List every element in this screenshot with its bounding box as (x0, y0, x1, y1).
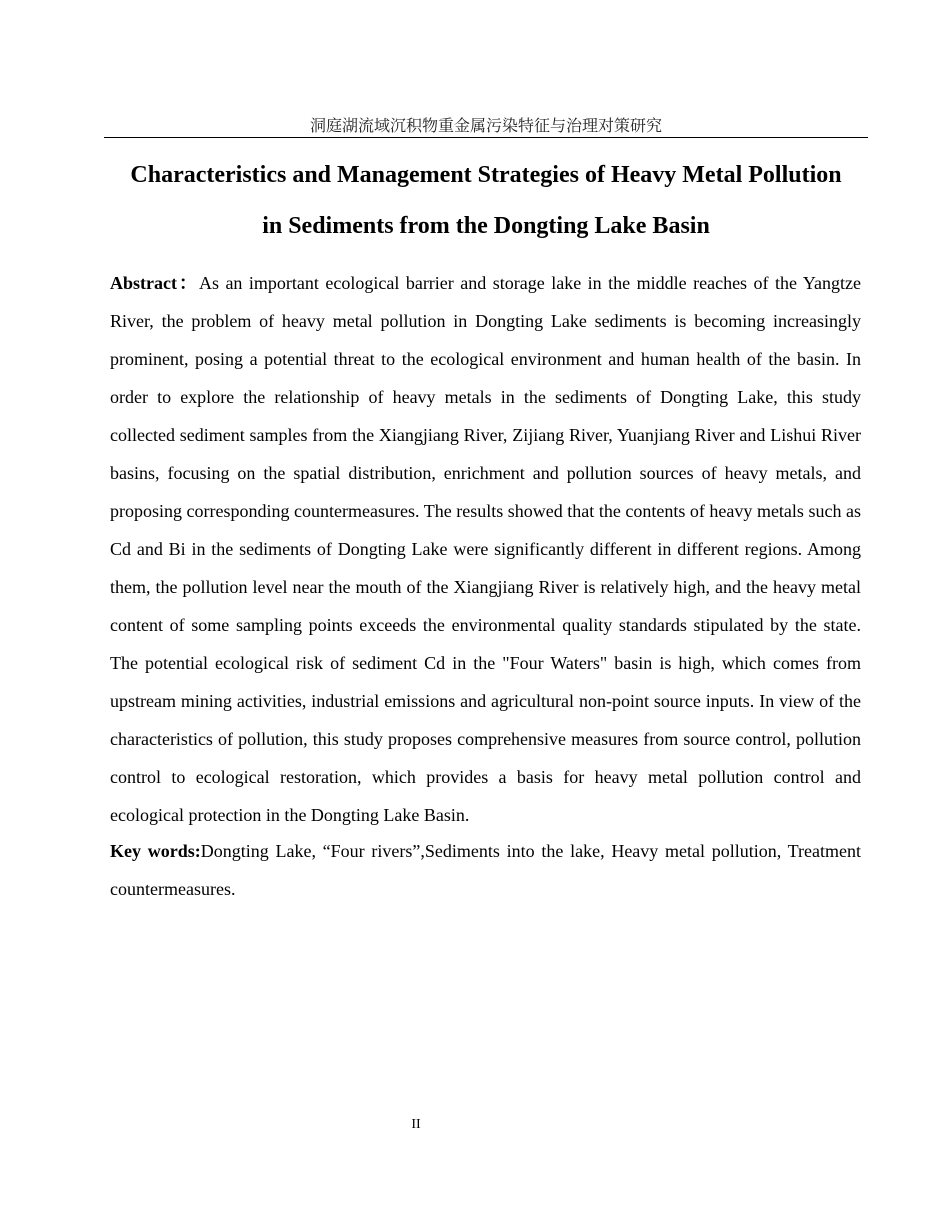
title-line-1: Characteristics and Management Strategies of Heavy Metal Pollution (130, 162, 842, 188)
abstract-paragraph (110, 264, 861, 834)
keywords-text: Dongting Lake, “Four rivers”,Sediments into the lake, Heavy metal pollution, Treatment countermeasures. (110, 841, 861, 899)
keywords-paragraph (110, 832, 861, 908)
keywords-label: Key words: (110, 841, 201, 861)
title-line-2: in Sediments from the Dongting Lake Basin (262, 213, 710, 239)
running-header: 洞庭湖流域沉积物重金属污染特征与治理对策研究 (309, 116, 662, 135)
header-rule (104, 137, 868, 138)
paper-title (104, 150, 868, 252)
abstract-label: Abstract： (110, 273, 199, 293)
page-number: II (411, 1117, 421, 1132)
abstract-text: As an important ecological barrier and storage lake in the middle reaches of the Yangtze River, the problem of heavy metal pollution in Dongting Lake sediments is becoming increasingly prominent, posing a potential threat to the ecological environment and human health of the basin. In order to explore the relationship of heavy metals in the sediments of Dongting Lake, this study collected sediment samples from the Xiangjiang River, Zijiang River, Yuanjiang River and Lishui River basins, focusing on the spatial distribution, enrichment and pollution sources of heavy metals, and proposing corresponding countermeasures. The results showed that the contents of heavy metals such as Cd and Bi in the sediments of Dongting Lake were significantly different in different regions. Among them, the pollution level near the mouth of the Xiangjiang River is relatively high, and the heavy metal content of some sampling points exceeds the environmental quality standards stipulated by the state. The potential ecological risk of sediment Cd in the "Four Waters" basin is high, which comes from upstream mining activities, industrial emissions and agricultural non-point source inputs. In view of the characteristics of pollution, this study proposes comprehensive measures from source control, pollution control to ecological restoration, which provides a basis for heavy metal pollution control and ecological protection in the Dongting Lake Basin. (110, 273, 861, 825)
